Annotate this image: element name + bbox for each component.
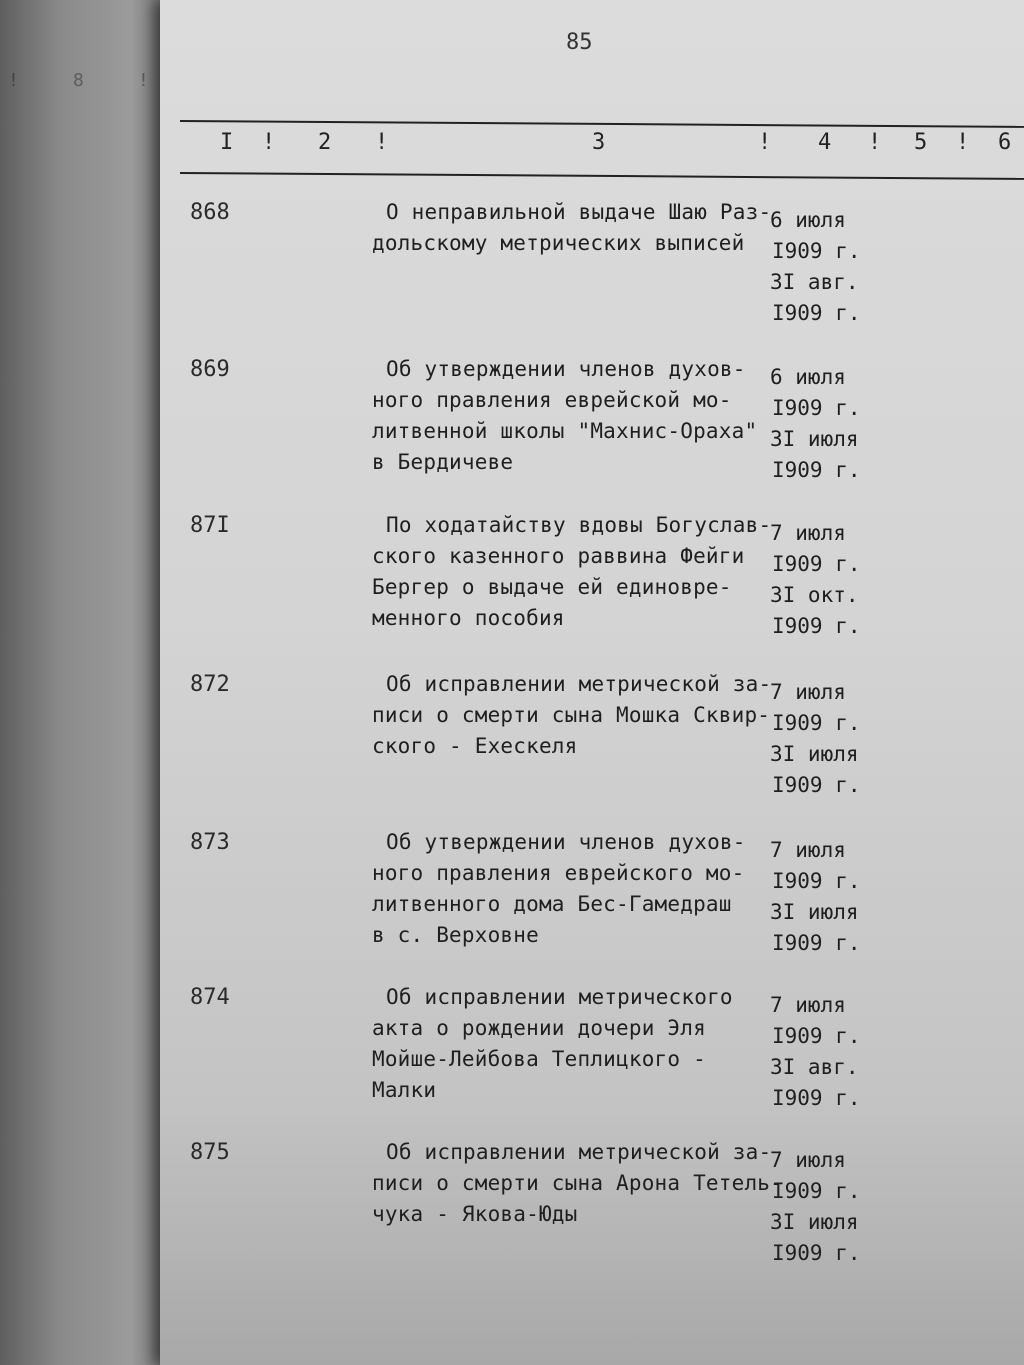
entry-title-line: Бергер о выдаче ей единовре- xyxy=(372,575,732,599)
prev-page-mark: ! 8 ! xyxy=(8,70,149,91)
entry-title-line: акта о рождении дочери Эля xyxy=(372,1016,706,1040)
previous-page-edge xyxy=(0,0,175,1365)
entry-start-date: 7 июля xyxy=(770,680,846,704)
entry-title-line: писи о смерти сына Арона Тетель- xyxy=(372,1171,783,1195)
entry-title-line: литвенной школы "Махнис-Ораха" xyxy=(372,419,758,443)
entry-start-date: 7 июля xyxy=(770,993,846,1017)
entry-end-date: I909 г. xyxy=(772,1086,861,1110)
entry-start-date: 7 июля xyxy=(770,838,846,862)
entry-title-line: ского казенного раввина Фейги xyxy=(372,544,745,568)
entry-title-line: менного пособия xyxy=(372,606,565,630)
entry-end-date: I909 г. xyxy=(772,773,861,797)
entry-end-date: 3I июля xyxy=(770,1210,859,1234)
header-column-3: 3 xyxy=(592,130,606,155)
entry-end-date: I909 г. xyxy=(772,458,861,482)
entry-title-line: Об утверждении членов духов- xyxy=(386,830,746,854)
entry-start-date: I909 г. xyxy=(772,711,861,735)
entry-title-line: ского - Ехескеля xyxy=(372,734,578,758)
header-separator: ! xyxy=(375,130,389,155)
entry-start-date: 6 июля xyxy=(770,208,846,232)
entry-start-date: I909 г. xyxy=(772,1179,861,1203)
entry-title-line: О неправильной выдаче Шаю Раз- xyxy=(386,200,772,224)
entry-end-date: 3I окт. xyxy=(770,583,859,607)
entry-end-date: I909 г. xyxy=(772,1241,861,1265)
entry-end-date: 3I июля xyxy=(770,742,859,766)
entry-title-line: писи о смерти сына Мошка Сквир- xyxy=(372,703,771,727)
entry-title-line: в с. Верховне xyxy=(372,923,539,947)
header-column-I: I xyxy=(220,130,234,155)
entry-title-line: ного правления еврейской мо- xyxy=(372,388,732,412)
page-number: 85 xyxy=(566,30,593,55)
entry-number: 872 xyxy=(190,672,230,697)
entry-title-line: Мойше-Лейбова Теплицкого - xyxy=(372,1047,706,1071)
header-separator: ! xyxy=(868,130,882,155)
entry-end-date: 3I авг. xyxy=(770,270,859,294)
header-column-6: 6 xyxy=(998,130,1012,155)
entry-number: 873 xyxy=(190,830,230,855)
entry-end-date: I909 г. xyxy=(772,931,861,955)
entry-title-line: Об исправлении метрического xyxy=(386,985,733,1009)
entry-title-line: Об утверждении членов духов- xyxy=(386,357,746,381)
entry-number: 868 xyxy=(190,200,230,225)
header-column-2: 2 xyxy=(318,130,332,155)
entry-title-line: Об исправлении метрической за- xyxy=(386,1140,772,1164)
entry-start-date: I909 г. xyxy=(772,1024,861,1048)
entry-title-line: дольскому метрических выписей xyxy=(372,231,745,255)
entry-end-date: 3I июля xyxy=(770,900,859,924)
entry-number: 87I xyxy=(190,513,230,538)
entry-end-date: I909 г. xyxy=(772,301,861,325)
entry-title-line: По ходатайству вдовы Богуслав- xyxy=(386,513,772,537)
entry-start-date: I909 г. xyxy=(772,239,861,263)
entry-title-line: ного правления еврейского мо- xyxy=(372,861,745,885)
entry-start-date: 7 июля xyxy=(770,1148,846,1172)
header-separator: ! xyxy=(758,130,772,155)
entry-end-date: 3I авг. xyxy=(770,1055,859,1079)
entry-number: 875 xyxy=(190,1140,230,1165)
entry-start-date: I909 г. xyxy=(772,552,861,576)
header-column-4: 4 xyxy=(818,130,832,155)
header-separator: ! xyxy=(956,130,970,155)
entry-number: 874 xyxy=(190,985,230,1010)
entry-title-line: чука - Якова-Юды xyxy=(372,1202,578,1226)
entry-title-line: Об исправлении метрической за- xyxy=(386,672,772,696)
header-separator: ! xyxy=(262,130,276,155)
entry-number: 869 xyxy=(190,357,230,382)
entry-end-date: I909 г. xyxy=(772,614,861,638)
entry-title-line: литвенного дома Бес-Гамедраш xyxy=(372,892,732,916)
entry-start-date: I909 г. xyxy=(772,869,861,893)
header-column-5: 5 xyxy=(914,130,928,155)
entry-start-date: 7 июля xyxy=(770,521,846,545)
entry-start-date: 6 июля xyxy=(770,365,846,389)
entry-end-date: 3I июля xyxy=(770,427,859,451)
entry-title-line: Малки xyxy=(372,1078,437,1102)
entry-start-date: I909 г. xyxy=(772,396,861,420)
entry-title-line: в Бердичеве xyxy=(372,450,514,474)
